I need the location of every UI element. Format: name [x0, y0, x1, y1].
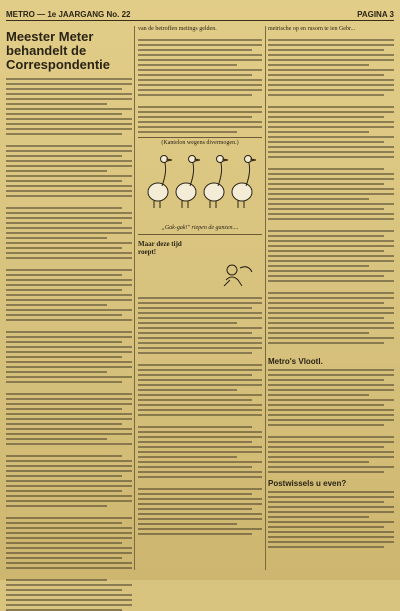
text-line: [138, 332, 252, 334]
text-line: [268, 369, 394, 371]
illustration-title: (Kantelon wegens divermogen.): [161, 140, 239, 146]
masthead: [6, 8, 394, 20]
text-line: [6, 423, 122, 425]
text-line: [268, 89, 394, 91]
text-line: [6, 527, 132, 529]
text-line: [138, 131, 237, 133]
text-line: [268, 116, 384, 118]
text-line: [138, 414, 262, 416]
text-line: [6, 78, 132, 80]
text-line: [138, 116, 252, 118]
text-line: [138, 59, 262, 61]
text-line: [6, 279, 132, 281]
text-line: [268, 496, 394, 498]
text-line: [6, 490, 122, 492]
text-line: [268, 69, 394, 71]
text-line: [268, 342, 384, 344]
text-line: [268, 230, 394, 232]
text-line: [268, 516, 369, 518]
text-line: [268, 541, 394, 543]
text-line: [138, 64, 237, 66]
article-body: [268, 39, 394, 351]
paragraph-gap: [6, 138, 132, 142]
text-line: [6, 393, 132, 395]
text-line: [138, 69, 262, 71]
text-line: [268, 255, 394, 257]
text-line: [6, 480, 132, 482]
text-line: [6, 438, 107, 440]
headline-line: behandelt de: [6, 43, 87, 58]
text-line: [6, 274, 122, 276]
column-divider: [134, 26, 135, 570]
text-line: [6, 443, 132, 445]
text-line: [268, 198, 369, 200]
text-line: [6, 371, 107, 373]
column-2: [138, 26, 262, 572]
text-line: [138, 352, 252, 354]
text-line: [138, 106, 262, 108]
text-line: [6, 299, 132, 301]
text-line: [6, 309, 132, 311]
geese-illustration: [138, 137, 262, 235]
text-line: [6, 557, 122, 559]
text-line: [268, 461, 369, 463]
text-line: [6, 83, 132, 85]
text-line: [268, 536, 394, 538]
text-line: [6, 227, 132, 229]
section-heading: Metro's Vlootl.: [268, 357, 323, 366]
text-line: [138, 404, 262, 406]
text-line: [268, 302, 384, 304]
text-line: [6, 165, 132, 167]
text-line: [138, 94, 252, 96]
text-line: [138, 39, 262, 41]
text-line: [138, 337, 262, 339]
paragraph-gap: [268, 99, 394, 103]
text-line: [138, 426, 252, 428]
text-line: [138, 471, 262, 473]
text-line: [6, 133, 122, 135]
text-line: [268, 131, 369, 133]
paragraph-gap: [6, 510, 132, 514]
text-line: [268, 39, 394, 41]
text-line: [6, 505, 107, 507]
text-line: [6, 180, 122, 182]
text-line: [6, 537, 132, 539]
masthead-right: PAGINA 3: [357, 9, 394, 19]
text-line: [138, 476, 262, 478]
section-heading: Postwissels u even?: [268, 479, 347, 488]
text-line: [6, 252, 132, 254]
text-line: [268, 531, 394, 533]
text-line: [268, 173, 394, 175]
illustration-caption: „Gak-gak!" riepen de ganzen....: [161, 225, 239, 231]
text-line: [268, 218, 394, 220]
text-line: [6, 475, 122, 477]
text-line: [6, 212, 132, 214]
paragraph-gap: [138, 481, 262, 485]
column-2-lead: van de betroffen metings gelden.: [138, 26, 217, 32]
text-line: [6, 103, 107, 105]
text-line: [6, 381, 122, 383]
text-line: [268, 235, 384, 237]
text-line: [268, 183, 384, 185]
text-line: [268, 466, 394, 468]
text-line: [138, 89, 262, 91]
text-line: [6, 465, 132, 467]
text-line: [6, 269, 132, 271]
text-line: [268, 275, 384, 277]
text-line: [138, 312, 262, 314]
text-line: [6, 408, 122, 410]
article-body: [138, 39, 262, 133]
text-line: [268, 74, 384, 76]
text-line: [6, 88, 122, 90]
text-line: [268, 312, 394, 314]
text-line: [6, 532, 132, 534]
text-line: [138, 317, 262, 319]
text-line: [6, 356, 122, 358]
text-line: [268, 327, 394, 329]
text-line: [268, 394, 369, 396]
text-line: [268, 193, 394, 195]
text-line: [6, 128, 132, 130]
text-line: [6, 552, 132, 554]
text-line: [6, 98, 132, 100]
article-headline: [6, 30, 132, 72]
text-line: [6, 175, 132, 177]
text-line: [6, 485, 132, 487]
text-line: [6, 232, 132, 234]
text-line: [6, 294, 132, 296]
text-line: [6, 237, 107, 239]
text-line: [6, 500, 132, 502]
text-line: [268, 317, 384, 319]
text-line: [6, 284, 132, 286]
text-line: [268, 156, 394, 158]
paragraph-gap: [6, 324, 132, 328]
article-body: [268, 491, 394, 555]
text-line: [6, 160, 132, 162]
text-line: [138, 466, 252, 468]
text-line: [6, 522, 122, 524]
text-line: [138, 409, 262, 411]
text-line: [6, 361, 132, 363]
text-line: [6, 455, 122, 457]
text-line: [268, 384, 394, 386]
text-line: [138, 121, 262, 123]
text-line: [138, 493, 252, 495]
text-line: [6, 257, 132, 259]
text-line: [268, 456, 394, 458]
text-line: [138, 446, 262, 448]
text-line: [6, 470, 132, 472]
text-line: [268, 250, 384, 252]
text-line: [268, 49, 384, 51]
text-line: [268, 126, 394, 128]
text-line: [6, 460, 132, 462]
text-line: [6, 150, 132, 152]
paragraph-gap: [268, 285, 394, 289]
text-line: [268, 419, 394, 421]
text-line: [268, 146, 394, 148]
text-line: [268, 136, 394, 138]
text-line: [138, 436, 262, 438]
text-line: [268, 245, 394, 247]
text-line: [6, 289, 122, 291]
text-line: [6, 341, 122, 343]
text-line: [268, 260, 394, 262]
text-line: [6, 118, 132, 120]
paragraph-gap: [268, 429, 394, 433]
text-line: [138, 441, 252, 443]
paragraph-gap: [138, 357, 262, 361]
text-line: [138, 327, 262, 329]
text-line: [6, 242, 132, 244]
text-line: [138, 488, 262, 490]
text-line: [138, 44, 262, 46]
paragraph-gap: [6, 262, 132, 266]
text-line: [268, 521, 394, 523]
text-line: [6, 413, 132, 415]
text-line: [6, 314, 122, 316]
text-line: [268, 178, 394, 180]
article-body: [138, 297, 262, 535]
text-line: [268, 379, 384, 381]
headline-line: Correspondentie: [6, 57, 111, 72]
text-line: [138, 456, 237, 458]
paragraph-gap: [6, 448, 132, 452]
text-line: [138, 126, 262, 128]
text-line: [6, 93, 132, 95]
text-line: [268, 79, 394, 81]
text-line: [268, 44, 394, 46]
text-line: [6, 579, 107, 581]
text-line: [138, 384, 262, 386]
text-line: [268, 322, 394, 324]
text-line: [6, 304, 107, 306]
text-line: [268, 526, 384, 528]
text-line: [268, 441, 394, 443]
text-line: [6, 562, 132, 564]
text-line: [6, 222, 122, 224]
text-line: [268, 270, 394, 272]
text-line: [6, 336, 132, 338]
text-line: [138, 431, 262, 433]
text-line: [6, 331, 132, 333]
text-line: [138, 297, 262, 299]
text-line: [268, 332, 369, 334]
text-line: [6, 567, 132, 569]
text-line: [138, 399, 252, 401]
text-line: [268, 424, 384, 426]
text-line: [138, 389, 237, 391]
paragraph-gap: [138, 99, 262, 103]
text-line: [268, 414, 394, 416]
text-line: [268, 111, 394, 113]
text-line: [6, 398, 132, 400]
text-line: [138, 84, 262, 86]
column-1: [6, 26, 132, 572]
text-line: [6, 589, 122, 591]
text-line: [138, 498, 262, 500]
text-line: [6, 418, 132, 420]
text-line: [268, 501, 384, 503]
text-line: [138, 347, 262, 349]
text-line: [138, 369, 262, 371]
text-line: [268, 399, 394, 401]
text-line: [138, 528, 262, 530]
paragraph-gap: [138, 419, 262, 423]
text-line: [138, 394, 262, 396]
geese-icon: [138, 146, 262, 216]
text-line: [268, 64, 369, 66]
text-line: [6, 547, 132, 549]
text-line: [6, 207, 122, 209]
text-line: [6, 195, 132, 197]
text-line: [268, 506, 394, 508]
headline-line: Meester Meter: [6, 29, 94, 44]
text-line: [138, 322, 237, 324]
masthead-rule: [6, 20, 394, 21]
text-line: [6, 185, 132, 187]
text-line: [268, 203, 394, 205]
text-line: [6, 319, 132, 321]
article-body: [268, 369, 394, 473]
text-line: [6, 366, 132, 368]
text-line: [268, 59, 394, 61]
text-line: [268, 54, 394, 56]
article-body: [6, 78, 132, 611]
text-line: [6, 145, 132, 147]
text-line: [138, 451, 262, 453]
text-line: [138, 523, 237, 525]
subhead-line: Maar deze tijd: [138, 240, 182, 248]
text-line: [268, 280, 394, 282]
text-line: [138, 111, 262, 113]
text-line: [6, 123, 132, 125]
text-line: [138, 513, 262, 515]
paragraph-gap: [6, 200, 132, 204]
subhead: [138, 240, 262, 256]
paragraph-gap: [268, 161, 394, 165]
text-line: [138, 503, 262, 505]
text-line: [6, 584, 132, 586]
text-line: [6, 599, 132, 601]
text-line: [6, 113, 122, 115]
text-line: [268, 94, 384, 96]
text-line: [268, 208, 384, 210]
text-line: [268, 106, 394, 108]
text-line: [138, 533, 252, 535]
column-divider: [265, 26, 266, 570]
paragraph-gap: [268, 551, 394, 555]
text-line: [268, 511, 394, 513]
text-line: [6, 403, 132, 405]
text-line: [138, 302, 262, 304]
text-line: [268, 168, 384, 170]
text-line: [6, 604, 132, 606]
paragraph-gap: [268, 223, 394, 227]
text-line: [138, 364, 262, 366]
masthead-left: METRO — 1e JAARGANG No. 22: [6, 9, 131, 19]
text-line: [138, 49, 252, 51]
text-line: [268, 240, 394, 242]
text-line: [6, 594, 132, 596]
text-line: [6, 433, 132, 435]
text-line: [268, 337, 394, 339]
text-line: [268, 491, 394, 493]
text-line: [268, 471, 384, 473]
text-line: [268, 297, 394, 299]
text-line: [138, 342, 262, 344]
text-line: [268, 213, 394, 215]
text-line: [138, 54, 262, 56]
text-line: [268, 374, 394, 376]
text-line: [6, 155, 122, 157]
text-line: [268, 389, 394, 391]
paragraph-gap: [268, 347, 394, 351]
text-line: [6, 428, 132, 430]
small-figure-icon: [220, 260, 256, 290]
text-line: [268, 307, 394, 309]
text-line: [6, 108, 132, 110]
text-line: [268, 141, 384, 143]
text-line: [6, 351, 132, 353]
text-line: [138, 518, 262, 520]
text-line: [6, 376, 132, 378]
text-line: [138, 508, 252, 510]
text-line: [6, 170, 107, 172]
text-line: [6, 495, 132, 497]
text-line: [268, 265, 369, 267]
text-line: [138, 74, 252, 76]
text-line: [138, 79, 262, 81]
text-line: [6, 247, 122, 249]
text-line: [6, 542, 122, 544]
text-line: [138, 461, 262, 463]
paragraph-gap: [6, 386, 132, 390]
text-line: [268, 446, 384, 448]
text-line: [6, 217, 132, 219]
paragraph-gap: [6, 572, 132, 576]
text-line: [268, 84, 394, 86]
text-line: [268, 188, 394, 190]
column-3: [268, 26, 394, 572]
text-line: [268, 151, 394, 153]
text-line: [6, 346, 132, 348]
text-line: [268, 451, 394, 453]
text-line: [268, 546, 384, 548]
text-line: [268, 292, 394, 294]
text-line: [268, 409, 394, 411]
column-3-lead: metrische op en rusorn te ien Gebr...: [268, 26, 356, 32]
subhead-line: roept!: [138, 248, 157, 256]
text-line: [268, 436, 394, 438]
text-line: [268, 404, 384, 406]
text-line: [138, 379, 262, 381]
text-line: [138, 374, 252, 376]
text-line: [138, 307, 252, 309]
text-line: [268, 121, 394, 123]
text-line: [6, 517, 132, 519]
text-line: [6, 190, 132, 192]
